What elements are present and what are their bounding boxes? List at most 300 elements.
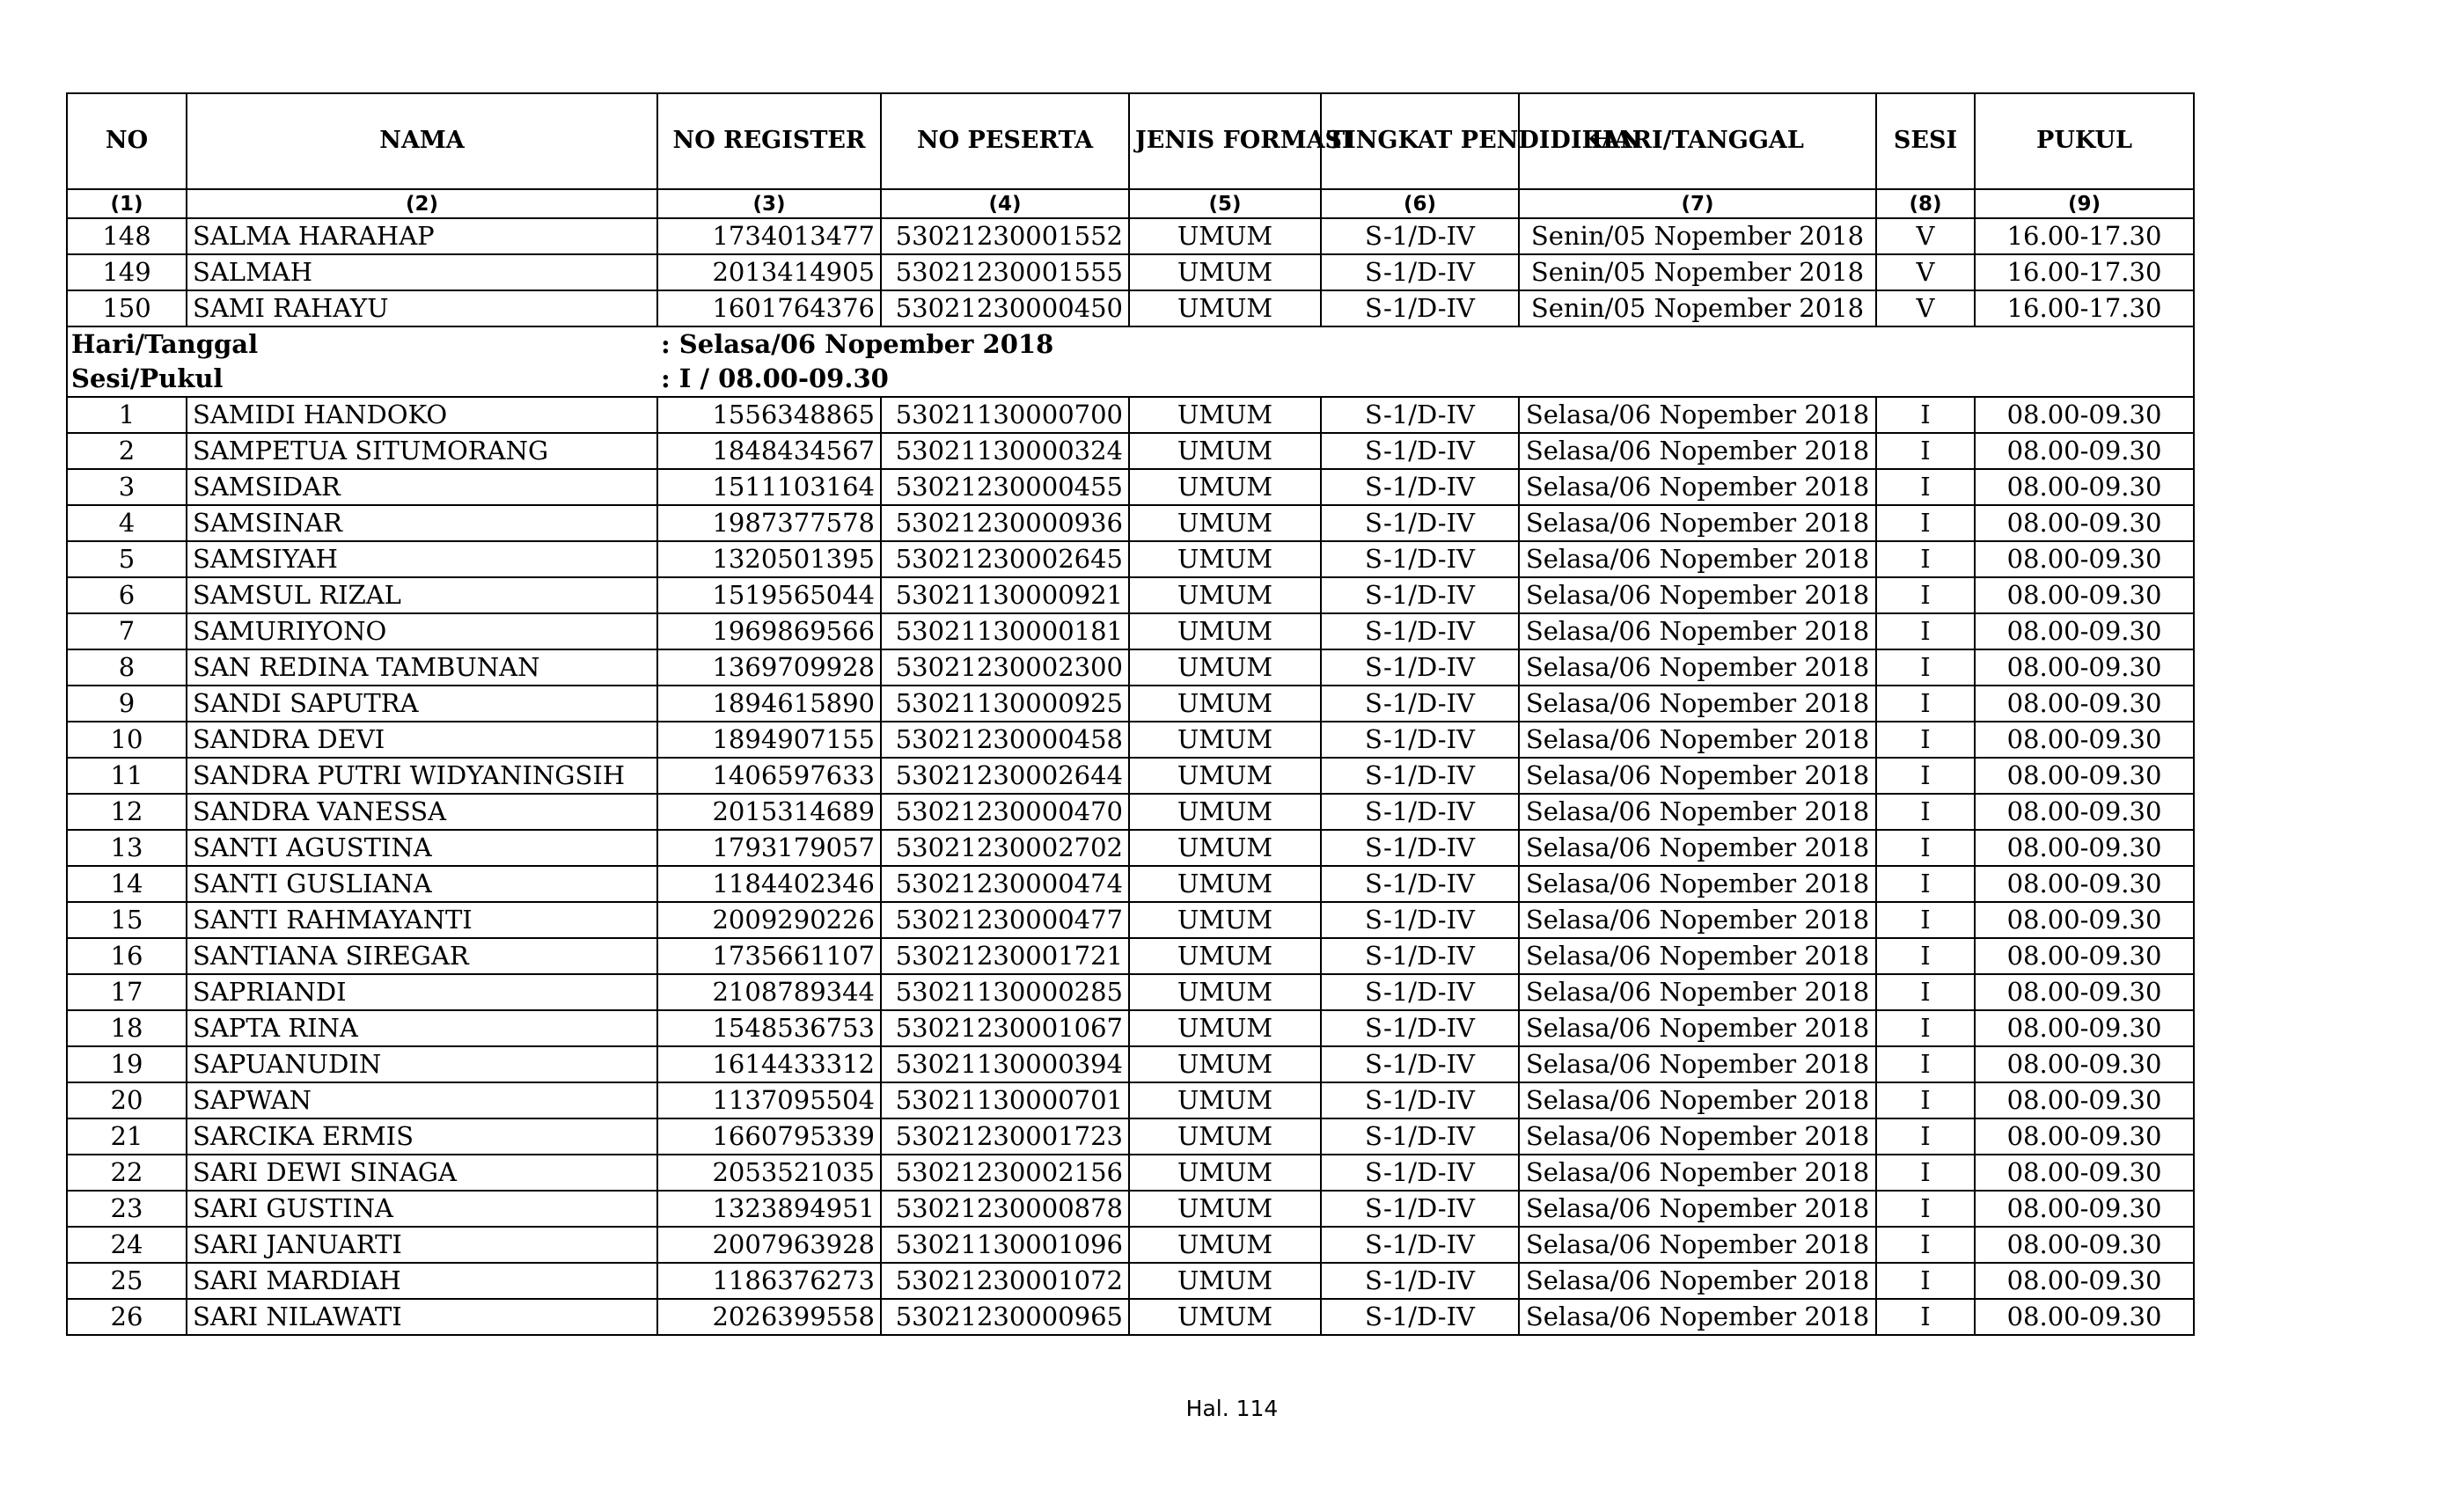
cell-no-register: 1548536753: [657, 1010, 881, 1046]
cell-sesi: I: [1876, 1118, 1975, 1155]
cell-no: 1: [67, 397, 187, 433]
cell-no-register: 1734013477: [657, 218, 881, 254]
section-session-value: : I / 08.00-09.30: [657, 362, 2194, 397]
cell-no: 22: [67, 1155, 187, 1191]
cell-jenis-formasi: UMUM: [1129, 254, 1321, 290]
cell-pukul: 08.00-09.30: [1975, 541, 2194, 577]
cell-no-peserta: 53021230000965: [881, 1299, 1129, 1335]
cell-no-register: 1369709928: [657, 649, 881, 686]
cell-jenis-formasi: UMUM: [1129, 505, 1321, 541]
cell-no-peserta: 53021230001552: [881, 218, 1129, 254]
cell-tingkat-pendidikan: S-1/D-IV: [1321, 290, 1519, 326]
table-row: [67, 1155, 2194, 1191]
header-no-peserta: NO PESERTA: [881, 93, 1129, 189]
cell-pukul: 16.00-17.30: [1975, 254, 2194, 290]
cell-no-peserta: 53021130000394: [881, 1046, 1129, 1082]
cell-tingkat-pendidikan: S-1/D-IV: [1321, 794, 1519, 830]
cell-no-register: 1987377578: [657, 505, 881, 541]
cell-no: 23: [67, 1191, 187, 1227]
cell-jenis-formasi: UMUM: [1129, 1010, 1321, 1046]
cell-pukul: 08.00-09.30: [1975, 505, 2194, 541]
cell-tingkat-pendidikan: S-1/D-IV: [1321, 902, 1519, 938]
cell-nama: SANTI RAHMAYANTI: [187, 902, 657, 938]
column-index: (6): [1321, 189, 1519, 218]
cell-sesi: V: [1876, 254, 1975, 290]
cell-no-register: 2053521035: [657, 1155, 881, 1191]
cell-pukul: 08.00-09.30: [1975, 469, 2194, 505]
column-index: (7): [1519, 189, 1876, 218]
cell-jenis-formasi: UMUM: [1129, 1191, 1321, 1227]
cell-pukul: 08.00-09.30: [1975, 686, 2194, 722]
participant-table: [66, 92, 2195, 1336]
cell-no: 13: [67, 830, 187, 866]
cell-pukul: 08.00-09.30: [1975, 397, 2194, 433]
cell-sesi: I: [1876, 1046, 1975, 1082]
table-row: [67, 1082, 2194, 1118]
table-row: [67, 254, 2194, 290]
cell-jenis-formasi: UMUM: [1129, 1046, 1321, 1082]
cell-no-register: 1406597633: [657, 758, 881, 794]
cell-no: 25: [67, 1263, 187, 1299]
cell-nama: SANTIANA SIREGAR: [187, 938, 657, 974]
cell-nama: SARI JANUARTI: [187, 1227, 657, 1263]
cell-tingkat-pendidikan: S-1/D-IV: [1321, 1191, 1519, 1227]
cell-pukul: 08.00-09.30: [1975, 794, 2194, 830]
cell-no-peserta: 53021230000470: [881, 794, 1129, 830]
cell-no: 17: [67, 974, 187, 1010]
cell-nama: SANTI AGUSTINA: [187, 830, 657, 866]
cell-no-register: 1969869566: [657, 613, 881, 649]
cell-jenis-formasi: UMUM: [1129, 902, 1321, 938]
table-row: [67, 686, 2194, 722]
cell-no-peserta: 53021230002300: [881, 649, 1129, 686]
cell-sesi: I: [1876, 866, 1975, 902]
cell-jenis-formasi: UMUM: [1129, 830, 1321, 866]
cell-jenis-formasi: UMUM: [1129, 1299, 1321, 1335]
cell-tingkat-pendidikan: S-1/D-IV: [1321, 433, 1519, 469]
cell-no-peserta: 53021230002645: [881, 541, 1129, 577]
cell-nama: SARI MARDIAH: [187, 1263, 657, 1299]
header-hari-tanggal: HARI/TANGGAL: [1519, 93, 1876, 189]
cell-no-peserta: 53021230001721: [881, 938, 1129, 974]
cell-no: 24: [67, 1227, 187, 1263]
cell-no: 8: [67, 649, 187, 686]
table-row: [67, 218, 2194, 254]
cell-no-register: 2108789344: [657, 974, 881, 1010]
cell-hari-tanggal: Selasa/06 Nopember 2018: [1519, 758, 1876, 794]
cell-tingkat-pendidikan: S-1/D-IV: [1321, 1082, 1519, 1118]
cell-sesi: I: [1876, 1263, 1975, 1299]
cell-no-register: 1320501395: [657, 541, 881, 577]
cell-sesi: I: [1876, 974, 1975, 1010]
table-row: [67, 722, 2194, 758]
cell-pukul: 08.00-09.30: [1975, 1010, 2194, 1046]
column-index: (3): [657, 189, 881, 218]
cell-pukul: 08.00-09.30: [1975, 433, 2194, 469]
cell-jenis-formasi: UMUM: [1129, 649, 1321, 686]
cell-sesi: I: [1876, 1299, 1975, 1335]
cell-no-register: 1894907155: [657, 722, 881, 758]
cell-tingkat-pendidikan: S-1/D-IV: [1321, 974, 1519, 1010]
column-index: (1): [67, 189, 187, 218]
cell-no: 7: [67, 613, 187, 649]
cell-tingkat-pendidikan: S-1/D-IV: [1321, 577, 1519, 613]
cell-sesi: V: [1876, 218, 1975, 254]
cell-no-register: 1186376273: [657, 1263, 881, 1299]
table-row: [67, 433, 2194, 469]
column-index: (4): [881, 189, 1129, 218]
cell-pukul: 08.00-09.30: [1975, 830, 2194, 866]
cell-no-peserta: 53021230002644: [881, 758, 1129, 794]
cell-no-register: 2013414905: [657, 254, 881, 290]
cell-pukul: 08.00-09.30: [1975, 1118, 2194, 1155]
cell-pukul: 08.00-09.30: [1975, 1046, 2194, 1082]
cell-jenis-formasi: UMUM: [1129, 397, 1321, 433]
cell-pukul: 08.00-09.30: [1975, 1227, 2194, 1263]
cell-sesi: I: [1876, 577, 1975, 613]
cell-jenis-formasi: UMUM: [1129, 938, 1321, 974]
cell-tingkat-pendidikan: S-1/D-IV: [1321, 649, 1519, 686]
header-sesi: SESI: [1876, 93, 1975, 189]
cell-pukul: 08.00-09.30: [1975, 613, 2194, 649]
cell-tingkat-pendidikan: S-1/D-IV: [1321, 1263, 1519, 1299]
cell-no-register: 2015314689: [657, 794, 881, 830]
cell-no-register: 2026399558: [657, 1299, 881, 1335]
cell-no-register: 1660795339: [657, 1118, 881, 1155]
cell-nama: SAMPETUA SITUMORANG: [187, 433, 657, 469]
cell-no: 2: [67, 433, 187, 469]
column-index: (5): [1129, 189, 1321, 218]
cell-sesi: I: [1876, 794, 1975, 830]
cell-nama: SALMA HARAHAP: [187, 218, 657, 254]
cell-hari-tanggal: Selasa/06 Nopember 2018: [1519, 541, 1876, 577]
section-header: [67, 326, 2194, 397]
cell-tingkat-pendidikan: S-1/D-IV: [1321, 613, 1519, 649]
cell-pukul: 08.00-09.30: [1975, 1155, 2194, 1191]
cell-sesi: I: [1876, 433, 1975, 469]
cell-sesi: I: [1876, 1191, 1975, 1227]
rows-top: [67, 218, 2194, 326]
cell-sesi: I: [1876, 686, 1975, 722]
cell-jenis-formasi: UMUM: [1129, 218, 1321, 254]
cell-no-peserta: 53021130000700: [881, 397, 1129, 433]
cell-hari-tanggal: Selasa/06 Nopember 2018: [1519, 577, 1876, 613]
cell-tingkat-pendidikan: S-1/D-IV: [1321, 397, 1519, 433]
cell-no: 26: [67, 1299, 187, 1335]
cell-hari-tanggal: Selasa/06 Nopember 2018: [1519, 1263, 1876, 1299]
cell-jenis-formasi: UMUM: [1129, 1082, 1321, 1118]
column-index: (2): [187, 189, 657, 218]
cell-no-peserta: 53021230001072: [881, 1263, 1129, 1299]
cell-no-peserta: 53021230002156: [881, 1155, 1129, 1191]
table-row: [67, 794, 2194, 830]
cell-nama: SARI DEWI SINAGA: [187, 1155, 657, 1191]
table-row: [67, 541, 2194, 577]
cell-tingkat-pendidikan: S-1/D-IV: [1321, 1046, 1519, 1082]
cell-no-register: 1848434567: [657, 433, 881, 469]
cell-nama: SAMSIYAH: [187, 541, 657, 577]
cell-no-peserta: 53021230000458: [881, 722, 1129, 758]
cell-jenis-formasi: UMUM: [1129, 722, 1321, 758]
cell-no: 19: [67, 1046, 187, 1082]
cell-sesi: I: [1876, 938, 1975, 974]
header-nama: NAMA: [187, 93, 657, 189]
cell-no-peserta: 53021130000701: [881, 1082, 1129, 1118]
cell-sesi: I: [1876, 722, 1975, 758]
cell-jenis-formasi: UMUM: [1129, 541, 1321, 577]
cell-tingkat-pendidikan: S-1/D-IV: [1321, 938, 1519, 974]
table-row: [67, 1010, 2194, 1046]
cell-no-register: 1184402346: [657, 866, 881, 902]
cell-tingkat-pendidikan: S-1/D-IV: [1321, 1118, 1519, 1155]
cell-sesi: I: [1876, 1227, 1975, 1263]
cell-nama: SANTI GUSLIANA: [187, 866, 657, 902]
cell-jenis-formasi: UMUM: [1129, 758, 1321, 794]
header-row: [67, 93, 2194, 189]
cell-pukul: 16.00-17.30: [1975, 290, 2194, 326]
cell-hari-tanggal: Selasa/06 Nopember 2018: [1519, 1082, 1876, 1118]
cell-pukul: 16.00-17.30: [1975, 218, 2194, 254]
cell-sesi: I: [1876, 613, 1975, 649]
cell-no-peserta: 53021230002702: [881, 830, 1129, 866]
cell-nama: SALMAH: [187, 254, 657, 290]
cell-tingkat-pendidikan: S-1/D-IV: [1321, 722, 1519, 758]
cell-tingkat-pendidikan: S-1/D-IV: [1321, 866, 1519, 902]
header-no: NO: [67, 93, 187, 189]
cell-no: 10: [67, 722, 187, 758]
page-number: Hal. 114: [1185, 1396, 1279, 1421]
cell-hari-tanggal: Selasa/06 Nopember 2018: [1519, 397, 1876, 433]
section-day-row: [67, 326, 2194, 362]
cell-nama: SANDI SAPUTRA: [187, 686, 657, 722]
cell-no-register: 1323894951: [657, 1191, 881, 1227]
cell-no: 5: [67, 541, 187, 577]
cell-no-register: 1614433312: [657, 1046, 881, 1082]
cell-pukul: 08.00-09.30: [1975, 902, 2194, 938]
cell-sesi: I: [1876, 902, 1975, 938]
cell-nama: SARCIKA ERMIS: [187, 1118, 657, 1155]
column-index: (9): [1975, 189, 2194, 218]
cell-no: 20: [67, 1082, 187, 1118]
cell-hari-tanggal: Selasa/06 Nopember 2018: [1519, 902, 1876, 938]
cell-pukul: 08.00-09.30: [1975, 938, 2194, 974]
cell-tingkat-pendidikan: S-1/D-IV: [1321, 218, 1519, 254]
cell-pukul: 08.00-09.30: [1975, 1299, 2194, 1335]
cell-sesi: I: [1876, 505, 1975, 541]
header-tingkat-pendidikan: TINGKAT PENDIDIKAN: [1321, 93, 1519, 189]
rows-bottom: [67, 397, 2194, 1335]
cell-tingkat-pendidikan: S-1/D-IV: [1321, 758, 1519, 794]
cell-no: 11: [67, 758, 187, 794]
cell-no: 12: [67, 794, 187, 830]
cell-tingkat-pendidikan: S-1/D-IV: [1321, 469, 1519, 505]
table-row: [67, 290, 2194, 326]
cell-jenis-formasi: UMUM: [1129, 866, 1321, 902]
section-session-row: [67, 362, 2194, 397]
header-no-register: NO REGISTER: [657, 93, 881, 189]
cell-hari-tanggal: Selasa/06 Nopember 2018: [1519, 686, 1876, 722]
cell-tingkat-pendidikan: S-1/D-IV: [1321, 830, 1519, 866]
column-index: (8): [1876, 189, 1975, 218]
cell-no-peserta: 53021130000181: [881, 613, 1129, 649]
cell-no-peserta: 53021130000925: [881, 686, 1129, 722]
cell-pukul: 08.00-09.30: [1975, 866, 2194, 902]
table-row: [67, 830, 2194, 866]
cell-tingkat-pendidikan: S-1/D-IV: [1321, 1227, 1519, 1263]
cell-no-register: 1511103164: [657, 469, 881, 505]
cell-hari-tanggal: Selasa/06 Nopember 2018: [1519, 938, 1876, 974]
column-index-row: [67, 189, 2194, 218]
cell-no: 9: [67, 686, 187, 722]
table-row: [67, 1299, 2194, 1335]
table-row: [67, 1118, 2194, 1155]
cell-jenis-formasi: UMUM: [1129, 686, 1321, 722]
cell-sesi: I: [1876, 469, 1975, 505]
cell-no-peserta: 53021230000450: [881, 290, 1129, 326]
cell-no: 4: [67, 505, 187, 541]
cell-no-register: 2009290226: [657, 902, 881, 938]
cell-hari-tanggal: Selasa/06 Nopember 2018: [1519, 613, 1876, 649]
cell-hari-tanggal: Selasa/06 Nopember 2018: [1519, 974, 1876, 1010]
cell-pukul: 08.00-09.30: [1975, 758, 2194, 794]
cell-no-register: 1894615890: [657, 686, 881, 722]
cell-no: 15: [67, 902, 187, 938]
cell-no: 21: [67, 1118, 187, 1155]
cell-no: 18: [67, 1010, 187, 1046]
cell-nama: SAMIDI HANDOKO: [187, 397, 657, 433]
cell-pukul: 08.00-09.30: [1975, 1263, 2194, 1299]
table-row: [67, 469, 2194, 505]
cell-no-register: 1519565044: [657, 577, 881, 613]
cell-nama: SAMI RAHAYU: [187, 290, 657, 326]
cell-hari-tanggal: Selasa/06 Nopember 2018: [1519, 794, 1876, 830]
cell-nama: SAPWAN: [187, 1082, 657, 1118]
cell-tingkat-pendidikan: S-1/D-IV: [1321, 1010, 1519, 1046]
cell-hari-tanggal: Selasa/06 Nopember 2018: [1519, 1118, 1876, 1155]
cell-no-peserta: 53021230001555: [881, 254, 1129, 290]
cell-no-peserta: 53021130000324: [881, 433, 1129, 469]
cell-sesi: V: [1876, 290, 1975, 326]
cell-no-peserta: 53021130000285: [881, 974, 1129, 1010]
cell-hari-tanggal: Selasa/06 Nopember 2018: [1519, 1046, 1876, 1082]
cell-no-peserta: 53021230000878: [881, 1191, 1129, 1227]
cell-hari-tanggal: Senin/05 Nopember 2018: [1519, 290, 1876, 326]
cell-pukul: 08.00-09.30: [1975, 577, 2194, 613]
cell-hari-tanggal: Selasa/06 Nopember 2018: [1519, 830, 1876, 866]
table-row: [67, 902, 2194, 938]
header-pukul: PUKUL: [1975, 93, 2194, 189]
cell-no-register: 1601764376: [657, 290, 881, 326]
section-day-value: : Selasa/06 Nopember 2018: [657, 326, 2194, 362]
table-row: [67, 758, 2194, 794]
cell-sesi: I: [1876, 1155, 1975, 1191]
cell-no-register: 2007963928: [657, 1227, 881, 1263]
cell-sesi: I: [1876, 397, 1975, 433]
cell-sesi: I: [1876, 541, 1975, 577]
table-row: [67, 649, 2194, 686]
cell-nama: SAN REDINA TAMBUNAN: [187, 649, 657, 686]
cell-pukul: 08.00-09.30: [1975, 974, 2194, 1010]
cell-nama: SANDRA PUTRI WIDYANINGSIH: [187, 758, 657, 794]
section-day-label: Hari/Tanggal: [67, 326, 657, 362]
cell-jenis-formasi: UMUM: [1129, 974, 1321, 1010]
cell-tingkat-pendidikan: S-1/D-IV: [1321, 254, 1519, 290]
table-row: [67, 1227, 2194, 1263]
cell-no-register: 1793179057: [657, 830, 881, 866]
cell-nama: SAPRIANDI: [187, 974, 657, 1010]
cell-pukul: 08.00-09.30: [1975, 722, 2194, 758]
cell-sesi: I: [1876, 1010, 1975, 1046]
cell-no-peserta: 53021130000921: [881, 577, 1129, 613]
cell-pukul: 08.00-09.30: [1975, 1191, 2194, 1227]
cell-jenis-formasi: UMUM: [1129, 577, 1321, 613]
cell-pukul: 08.00-09.30: [1975, 649, 2194, 686]
cell-tingkat-pendidikan: S-1/D-IV: [1321, 1299, 1519, 1335]
cell-jenis-formasi: UMUM: [1129, 290, 1321, 326]
cell-no-peserta: 53021230000455: [881, 469, 1129, 505]
table-row: [67, 1191, 2194, 1227]
cell-hari-tanggal: Selasa/06 Nopember 2018: [1519, 1010, 1876, 1046]
cell-sesi: I: [1876, 649, 1975, 686]
cell-no: 6: [67, 577, 187, 613]
table-row: [67, 1263, 2194, 1299]
cell-jenis-formasi: UMUM: [1129, 794, 1321, 830]
table-row: [67, 938, 2194, 974]
header-jenis-formasi: JENIS FORMASI: [1129, 93, 1321, 189]
cell-hari-tanggal: Selasa/06 Nopember 2018: [1519, 505, 1876, 541]
cell-no-register: 1735661107: [657, 938, 881, 974]
table-row: [67, 866, 2194, 902]
cell-tingkat-pendidikan: S-1/D-IV: [1321, 541, 1519, 577]
cell-hari-tanggal: Selasa/06 Nopember 2018: [1519, 649, 1876, 686]
cell-sesi: I: [1876, 830, 1975, 866]
cell-no: 16: [67, 938, 187, 974]
cell-hari-tanggal: Selasa/06 Nopember 2018: [1519, 722, 1876, 758]
section-session-label: Sesi/Pukul: [67, 362, 657, 397]
cell-jenis-formasi: UMUM: [1129, 433, 1321, 469]
cell-jenis-formasi: UMUM: [1129, 1118, 1321, 1155]
cell-nama: SAMSIDAR: [187, 469, 657, 505]
cell-no: 3: [67, 469, 187, 505]
cell-nama: SANDRA VANESSA: [187, 794, 657, 830]
cell-sesi: I: [1876, 1082, 1975, 1118]
cell-hari-tanggal: Selasa/06 Nopember 2018: [1519, 866, 1876, 902]
cell-jenis-formasi: UMUM: [1129, 613, 1321, 649]
cell-tingkat-pendidikan: S-1/D-IV: [1321, 1155, 1519, 1191]
cell-nama: SAPUANUDIN: [187, 1046, 657, 1082]
cell-hari-tanggal: Selasa/06 Nopember 2018: [1519, 1227, 1876, 1263]
table-row: [67, 577, 2194, 613]
cell-hari-tanggal: Selasa/06 Nopember 2018: [1519, 469, 1876, 505]
cell-hari-tanggal: Selasa/06 Nopember 2018: [1519, 433, 1876, 469]
cell-nama: SAPTA RINA: [187, 1010, 657, 1046]
cell-hari-tanggal: Selasa/06 Nopember 2018: [1519, 1191, 1876, 1227]
cell-no-peserta: 53021130001096: [881, 1227, 1129, 1263]
cell-nama: SARI NILAWATI: [187, 1299, 657, 1335]
cell-no: 149: [67, 254, 187, 290]
table-row: [67, 613, 2194, 649]
cell-jenis-formasi: UMUM: [1129, 1155, 1321, 1191]
cell-no-peserta: 53021230000936: [881, 505, 1129, 541]
cell-sesi: I: [1876, 758, 1975, 794]
cell-no-peserta: 53021230001067: [881, 1010, 1129, 1046]
cell-nama: SAMSUL RIZAL: [187, 577, 657, 613]
cell-jenis-formasi: UMUM: [1129, 1263, 1321, 1299]
cell-no-peserta: 53021230001723: [881, 1118, 1129, 1155]
cell-hari-tanggal: Selasa/06 Nopember 2018: [1519, 1155, 1876, 1191]
cell-pukul: 08.00-09.30: [1975, 1082, 2194, 1118]
cell-hari-tanggal: Senin/05 Nopember 2018: [1519, 218, 1876, 254]
